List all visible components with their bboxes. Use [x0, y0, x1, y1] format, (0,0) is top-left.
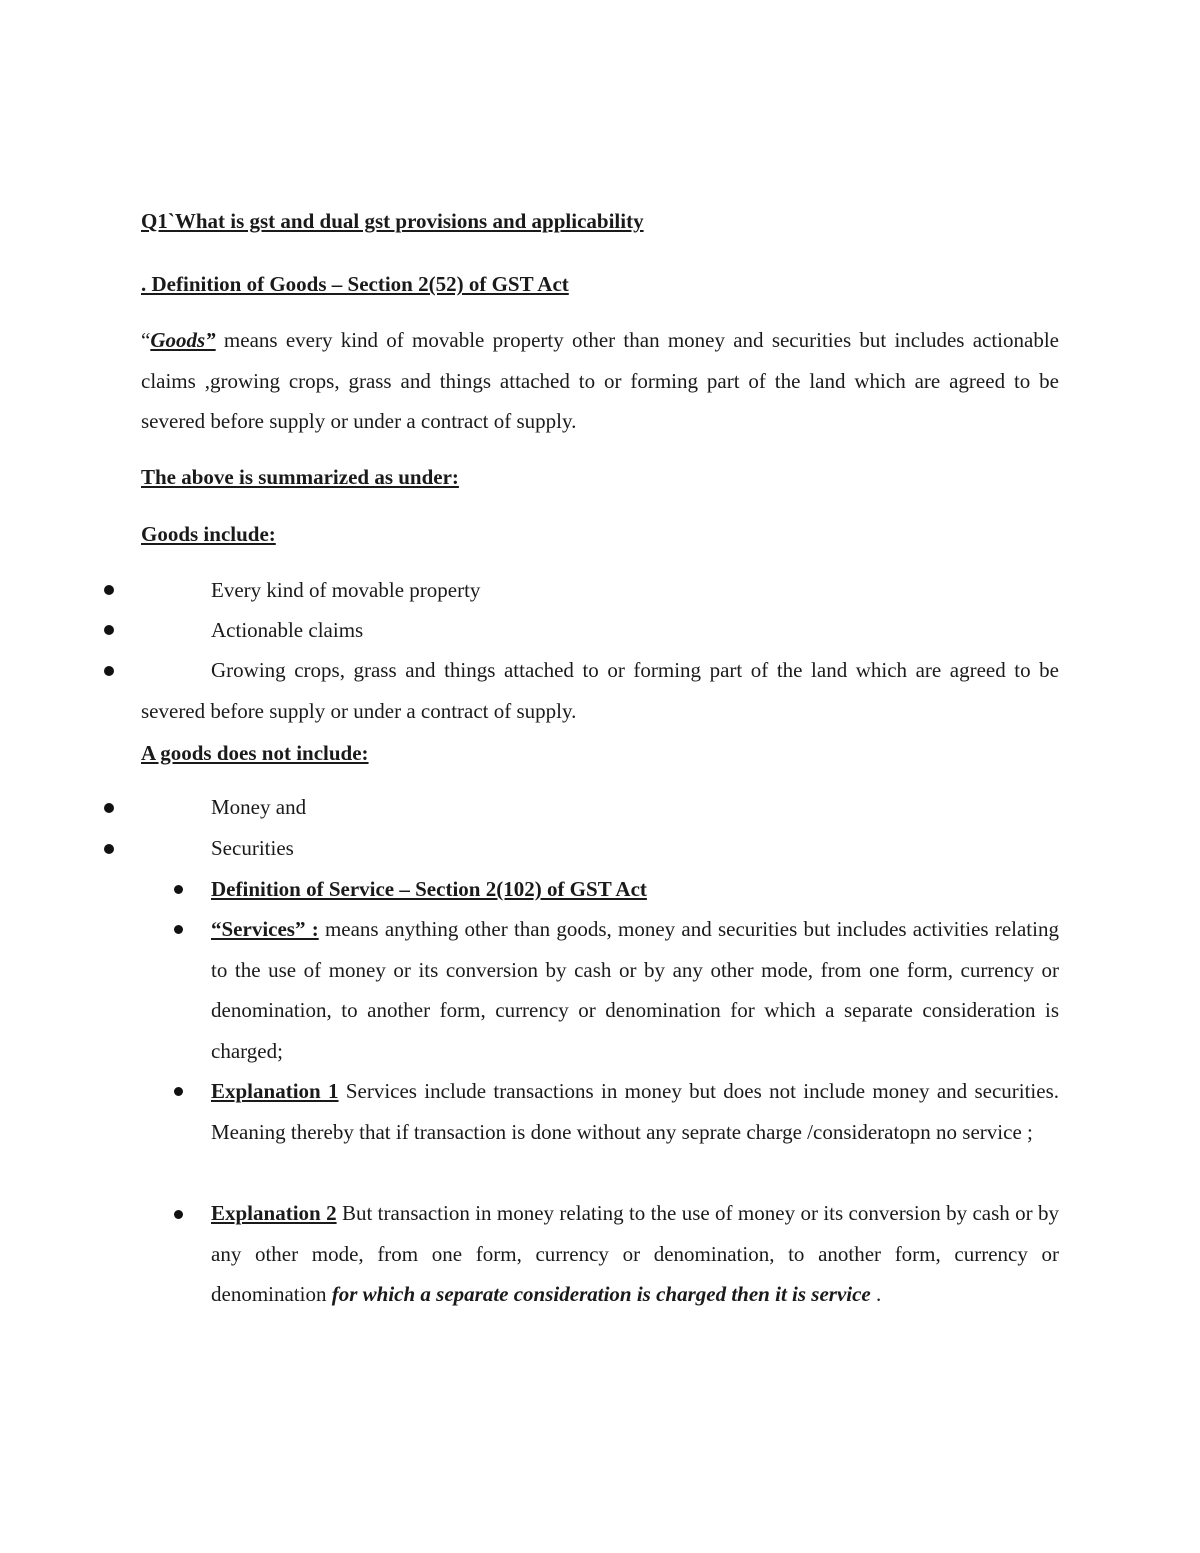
bullet-icon: [104, 844, 114, 854]
explanation-2-paragraph: [211, 1193, 1059, 1315]
explanation-2-end: .: [870, 1282, 882, 1307]
explanation-2-term: Explanation 2: [211, 1201, 337, 1225]
goods-definition-paragraph: [141, 320, 1059, 442]
list-item: Growing crops, grass and things attached to or forming part of the land which are agreed to be severed before supply or under a contract of supply.: [141, 658, 1059, 723]
explanation-2-emphasis: for which a separate consideration is charged then it is service: [331, 1282, 871, 1307]
summary-heading: The above is summarized as under:: [141, 465, 459, 489]
goods-term: Goods”: [150, 328, 216, 352]
bullet-icon: [104, 666, 114, 676]
bullet-icon: [174, 1210, 183, 1219]
list-item: Securities: [211, 836, 294, 860]
goods-exclude-heading: A goods does not include:: [141, 741, 369, 765]
bullet-icon: [174, 885, 183, 894]
explanation-1-term: Explanation 1: [211, 1079, 339, 1103]
bullet-icon: [104, 803, 114, 813]
goods-include-heading: Goods include:: [141, 522, 276, 546]
bullet-icon: [174, 1087, 183, 1096]
services-term: “Services” :: [211, 917, 319, 941]
service-definition-heading: Definition of Service – Section 2(102) of GST Act: [211, 877, 647, 901]
open-quote: “: [141, 328, 151, 352]
explanation-1-text: Services include transactions in money but does not include money and securities. Meaning thereby that if transaction is done without any seprate charge /consideratopn no service ;: [211, 1079, 1060, 1144]
goods-definition-text: means every kind of movable property other than money and securities but includes actionable claims ,growing crops, grass and things attached to or forming part of the land which are agreed to be severed before supply or under a contract of supply.: [141, 328, 1059, 434]
list-item: Every kind of movable property: [211, 578, 481, 602]
question-title: Q1`What is gst and dual gst provisions and applicability: [141, 209, 644, 233]
bullet-icon: [174, 925, 183, 934]
services-text: means anything other than goods, money and securities but includes activities relating to the use of money or its conversion by cash or by any other mode, from one form, currency or denomination, to another form, currency or denomination for which a separate consideration is charged;: [211, 917, 1059, 1064]
explanation-1-paragraph: [211, 1071, 1059, 1152]
goods-definition-heading: . Definition of Goods – Section 2(52) of GST Act: [141, 272, 569, 296]
list-item: Money and: [211, 795, 307, 819]
services-definition-paragraph: [211, 909, 1059, 1072]
explanation-2-text: But transaction in money relating to the use of money or its conversion by cash or by any other mode, from one form, currency or denomination, to another form, currency or denomination: [211, 1201, 1059, 1307]
bullet-icon: [104, 585, 114, 595]
list-item: Actionable claims: [211, 618, 364, 642]
bullet-icon: [104, 625, 114, 635]
